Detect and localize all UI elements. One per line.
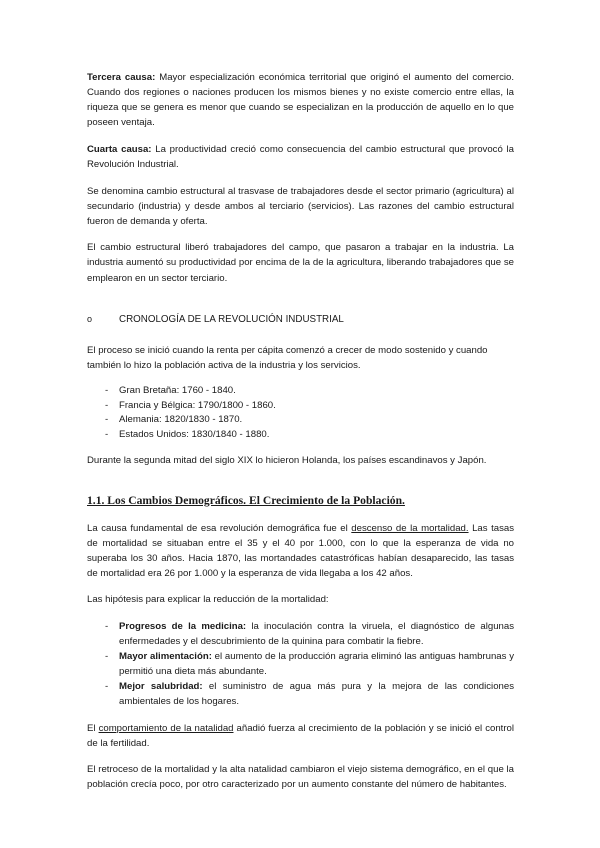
paragraph-hipotesis-intro: Las hipótesis para explicar la reducción de la mortalidad: — [87, 594, 329, 606]
cronologia-title: CRONOLOGÍA DE LA REVOLUCIÓN INDUSTRIAL — [119, 313, 344, 325]
text-cuarta-causa: La productividad creció como consecuencia del cambio estructural que provocó la Revolución Industrial. — [87, 143, 515, 170]
label-cuarta-causa: Cuarta causa: — [87, 143, 152, 155]
document-page — [87, 70, 514, 804]
cronologia-heading — [87, 312, 514, 327]
list-item: - Gran Bretaña: 1760 - 1840. — [105, 385, 236, 397]
paragraph-sistema-demografico: El retroceso de la mortalidad y la alta natalidad cambiaron el viejo sistema demográfico, en el que la población crecía poco, por otro caracterizado por un aumento constante del número de habitantes. — [87, 764, 514, 791]
label-tercera-causa: Tercera causa: — [87, 72, 156, 83]
country-list — [87, 384, 514, 442]
paragraph-cuarta-causa — [87, 142, 514, 172]
paragraph-natalidad: El comportamiento de la natalidad añadió fuerza al crecimiento de la población y se inició el control de la fertilidad. — [87, 722, 514, 749]
circle-bullet-icon: o — [87, 313, 93, 324]
underlined-descenso-mortalidad: descenso de la mortalidad. — [351, 522, 469, 534]
paragraph-tercera-causa — [87, 70, 514, 130]
paragraph-mortalidad: La causa fundamental de esa revolución demográfica fue el descenso de la mortalidad. Las tasas de mortalidad se situaban entre el 35 y el 40 por 1.000, con lo que la esperanza de vida no superaba los 30 años. Hacia 1870, las mortandades catastróficas habían desaparecido, las tasas de mortalidad era 26 por 1.000 y la esperanza de vida llegaba a los 42 años. — [87, 522, 514, 579]
list-item: - Estados Unidos: 1830/1840 - 1880. — [105, 428, 270, 440]
underlined-comportamiento-natalidad: comportamiento de la natalidad — [98, 722, 234, 734]
paragraph-cronologia-closing: Durante la segunda mitad del siglo XIX lo hicieron Holanda, los países escandinavos y Japón. — [87, 455, 487, 467]
section-heading: 1.1. Los Cambios Demográficos. El Crecimiento de la Población. — [87, 493, 405, 507]
list-item: - Alemania: 1820/1830 - 1870. — [105, 414, 243, 426]
paragraph-cronologia-intro: El proceso se inició cuando la renta per cápita comenzó a crecer de modo sostenido y cuando también lo hizo la población activa de la industria y los servicios. — [87, 344, 488, 371]
list-item: - Mejor salubridad: el suministro de agua más pura y la mejora de las condiciones ambientales de los hogares. — [105, 681, 514, 707]
list-item: - Mayor alimentación: el aumento de la producción agraria eliminó las antiguas hambrunas y permitió una dieta más abundante. — [105, 651, 515, 677]
hypotheses-list — [87, 619, 514, 709]
list-item: - Progresos de la medicina: la inoculación contra la viruela, el diagnóstico de algunas enfermedades y el descubrimiento de la quinina para combatir la fiebre. — [105, 621, 514, 647]
list-item: - Francia y Bélgica: 1790/1800 - 1860. — [105, 399, 276, 411]
text-tercera-causa: Mayor especialización económica territorial que originó el aumento del comercio. Cuando dos regiones o naciones producen los mismos bienes y no existe comercio entre ellas, la riqueza que se genera es menor que cuando se especializan en la producción de aquello en lo que poseen ventaja. — [87, 72, 515, 129]
paragraph-trabajadores: El cambio estructural liberó trabajadores del campo, que pasaron a trabajar en la industria. La industria aumentó su productividad por encima de la de la agricultura, liberando trabajadores que se emplearon en un sector terciario. — [87, 242, 514, 284]
paragraph-cambio-estructural: Se denomina cambio estructural al trasvase de trabajadores desde el sector primario (agricultura) al secundario (industria) y desde ambos al terciario (servicios). Las razones del cambio estructural fueron de demanda y oferta. — [87, 185, 514, 227]
